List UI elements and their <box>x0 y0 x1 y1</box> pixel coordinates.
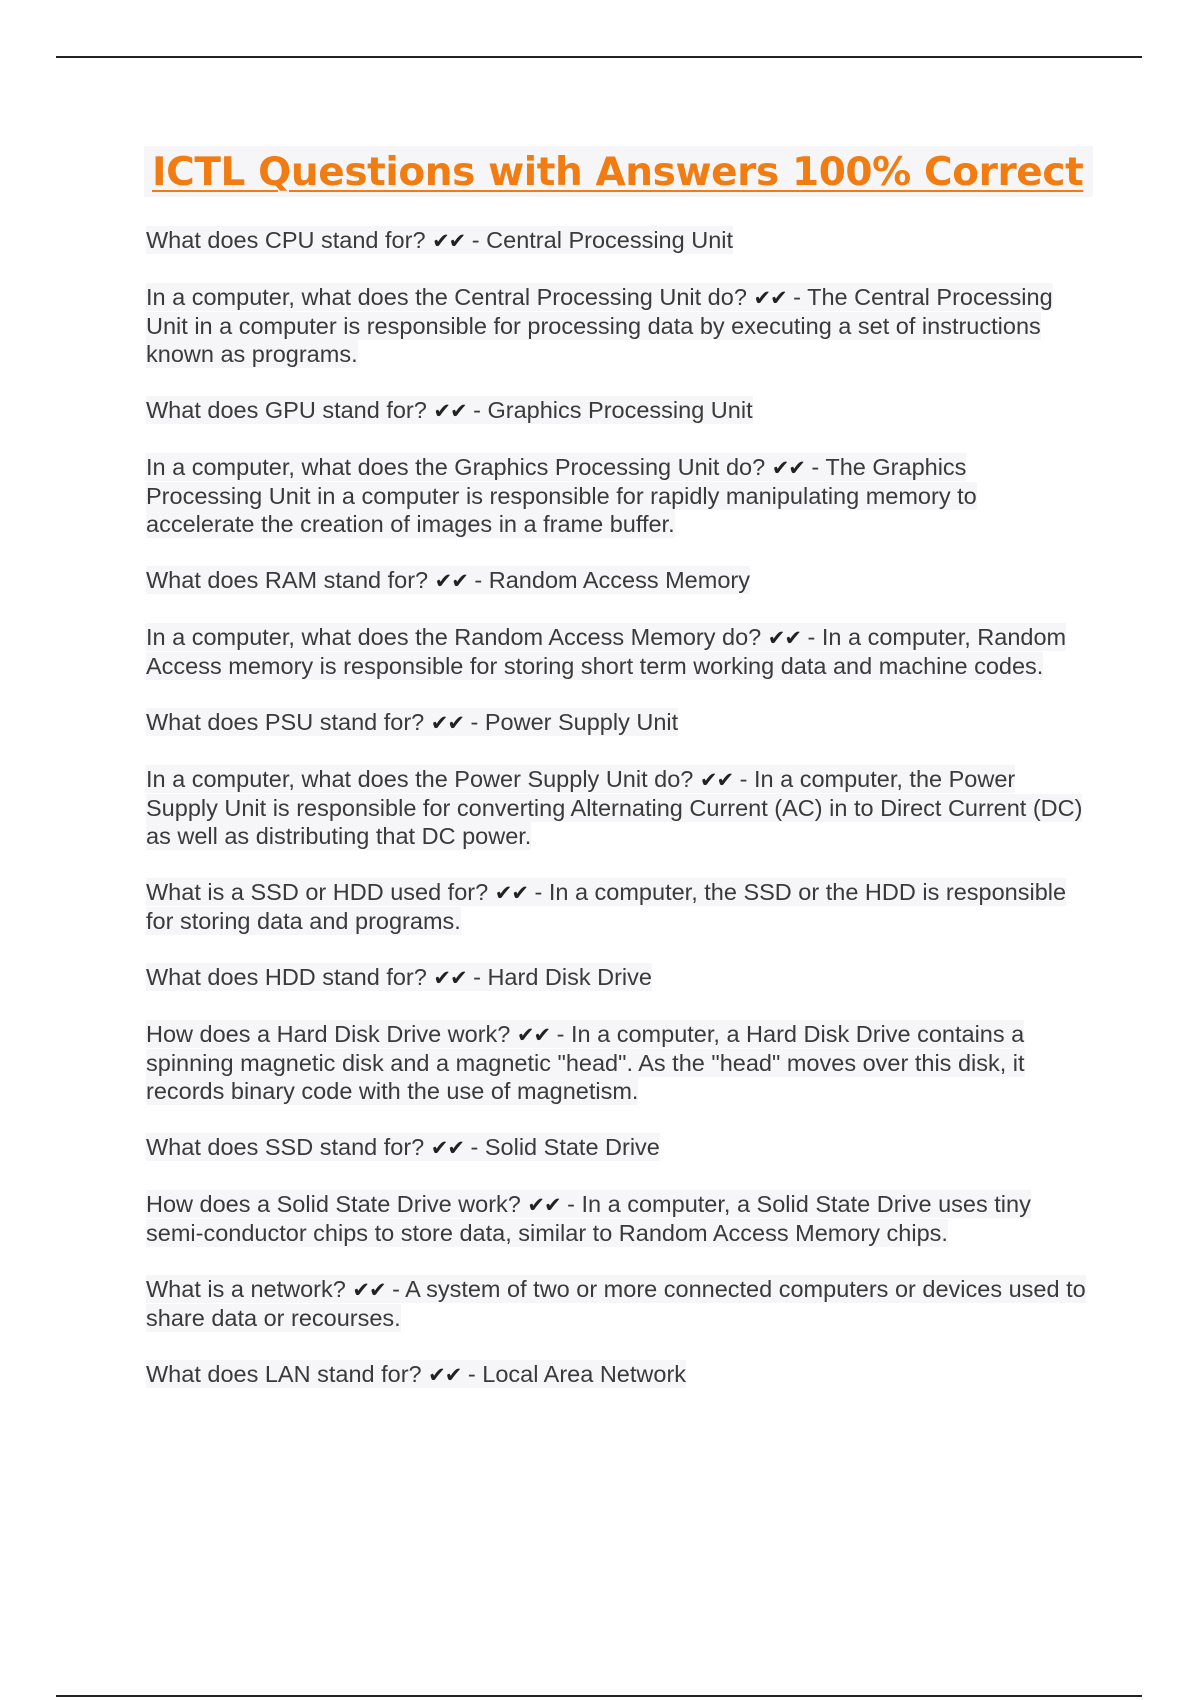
qa-item-12: How does a Solid State Drive work? ✔✔ - In a computer, a Solid State Drive uses tiny semi-conductor chips to store data, similar to Random Access Memory chips. <box>146 1191 1031 1246</box>
qa-item-1: In a computer, what does the Central Processing Unit do? ✔✔ - The Central Processing Unit in a computer is responsible for processing data by executing a set of instructions known as programs. <box>146 284 1053 367</box>
top-rule <box>56 56 1142 58</box>
question: In a computer, what does the Power Supply Unit do? <box>146 766 694 792</box>
answer: The Central Processing Unit in a computer is responsible for processing data by executing a set of instructions known as programs. <box>146 284 1053 367</box>
check-marks-icon: ✔✔ <box>430 1136 464 1160</box>
qa-item-4: What does RAM stand for? ✔✔ - Random Access Memory <box>146 567 750 593</box>
check-marks-icon: ✔✔ <box>771 456 805 480</box>
qa-item-3: In a computer, what does the Graphics Processing Unit do? ✔✔ - The Graphics Processing Unit in a computer is responsible for rapidly manipulating memory to accelerate the creation of images in a frame buffer. <box>146 454 977 537</box>
check-marks-icon: ✔✔ <box>527 1193 561 1217</box>
bottom-rule <box>56 1695 1142 1697</box>
question: What does PSU stand for? <box>146 709 425 735</box>
question: How does a Hard Disk Drive work? <box>146 1021 511 1047</box>
answer: In a computer, Random Access memory is responsible for storing short term working data and machine codes. <box>146 624 1067 679</box>
answer: Local Area Network <box>482 1361 687 1387</box>
question: What does CPU stand for? <box>146 227 426 253</box>
question: How does a Solid State Drive work? <box>146 1191 521 1217</box>
check-marks-icon: ✔✔ <box>699 768 734 792</box>
qa-item-9: What does HDD stand for? ✔✔ - Hard Disk Drive <box>146 964 652 990</box>
check-marks-icon: ✔✔ <box>428 1363 462 1387</box>
qa-item-2: What does GPU stand for? ✔✔ - Graphics Processing Unit <box>146 397 753 423</box>
answer: Hard Disk Drive <box>487 964 652 990</box>
answer: The Graphics Processing Unit in a computer is responsible for rapidly manipulating memory to accelerate the creation of images in a frame buffer. <box>146 454 977 537</box>
page-title: ICTL Questions with Answers 100% Correct <box>144 146 1093 197</box>
check-marks-icon: ✔✔ <box>432 229 466 253</box>
question: What is a network? <box>146 1276 346 1302</box>
answer: Power Supply Unit <box>484 709 679 735</box>
check-marks-icon: ✔✔ <box>433 399 467 423</box>
qa-item-13: What is a network? ✔✔ - A system of two or more connected computers or devices used to share data or recourses. <box>146 1276 1086 1331</box>
qa-item-11: What does SSD stand for? ✔✔ - Solid State Drive <box>146 1134 660 1160</box>
qa-item-10: How does a Hard Disk Drive work? ✔✔ - In a computer, a Hard Disk Drive contains a spinning magnetic disk and a magnetic "head". As the "head" moves over this disk, it records binary code with the use of magnetism. <box>146 1021 1025 1104</box>
question: What does SSD stand for? <box>146 1134 425 1160</box>
qa-item-8: What is a SSD or HDD used for? ✔✔ - In a computer, the SSD or the HDD is responsible for storing data and programs. <box>146 879 1067 934</box>
check-marks-icon: ✔✔ <box>753 286 787 310</box>
answer: In a computer, a Hard Disk Drive contains a spinning magnetic disk and a magnetic "head". As the "head" moves over this disk, it records binary code with the use of magnetism. <box>146 1021 1025 1104</box>
qa-item-5: In a computer, what does the Random Access Memory do? ✔✔ - In a computer, Random Access memory is responsible for storing short term working data and machine codes. <box>146 624 1067 679</box>
question: In a computer, what does the Central Processing Unit do? <box>146 284 747 310</box>
qa-list <box>146 226 1086 1417</box>
check-marks-icon: ✔✔ <box>430 711 464 735</box>
check-marks-icon: ✔✔ <box>434 569 468 593</box>
answer: A system of two or more connected computers or devices used to share data or recourses. <box>146 1276 1086 1331</box>
question: What does HDD stand for? <box>146 964 427 990</box>
check-marks-icon: ✔✔ <box>516 1023 551 1047</box>
question: What does GPU stand for? <box>146 397 427 423</box>
question: In a computer, what does the Random Access Memory do? <box>146 624 762 650</box>
check-marks-icon: ✔✔ <box>433 966 467 990</box>
check-marks-icon: ✔✔ <box>767 626 801 650</box>
answer: In a computer, a Solid State Drive uses tiny semi-conductor chips to store data, similar to Random Access Memory chips. <box>146 1191 1031 1246</box>
qa-item-6: What does PSU stand for? ✔✔ - Power Supply Unit <box>146 709 679 735</box>
answer: In a computer, the Power Supply Unit is responsible for converting Alternating Current (AC) in to Direct Current (DC) as well as distributing that DC power. <box>146 766 1083 849</box>
question: What does LAN stand for? <box>146 1361 422 1387</box>
check-marks-icon: ✔✔ <box>352 1278 386 1302</box>
answer: Central Processing Unit <box>486 227 734 253</box>
answer: Random Access Memory <box>488 567 750 593</box>
answer: In a computer, the SSD or the HDD is responsible for storing data and programs. <box>146 879 1067 934</box>
qa-item-14: What does LAN stand for? ✔✔ - Local Area Network <box>146 1361 687 1387</box>
answer: Solid State Drive <box>484 1134 660 1160</box>
qa-item-0: What does CPU stand for? ✔✔ - Central Processing Unit <box>146 227 734 253</box>
question: What does RAM stand for? <box>146 567 429 593</box>
answer: Graphics Processing Unit <box>487 397 753 423</box>
check-marks-icon: ✔✔ <box>494 881 528 905</box>
question: What is a SSD or HDD used for? <box>146 879 489 905</box>
qa-item-7: In a computer, what does the Power Supply Unit do? ✔✔ - In a computer, the Power Supply Unit is responsible for converting Alternating Current (AC) in to Direct Current (DC) as well as distributing that DC power. <box>146 766 1083 849</box>
question: In a computer, what does the Graphics Processing Unit do? <box>146 454 766 480</box>
